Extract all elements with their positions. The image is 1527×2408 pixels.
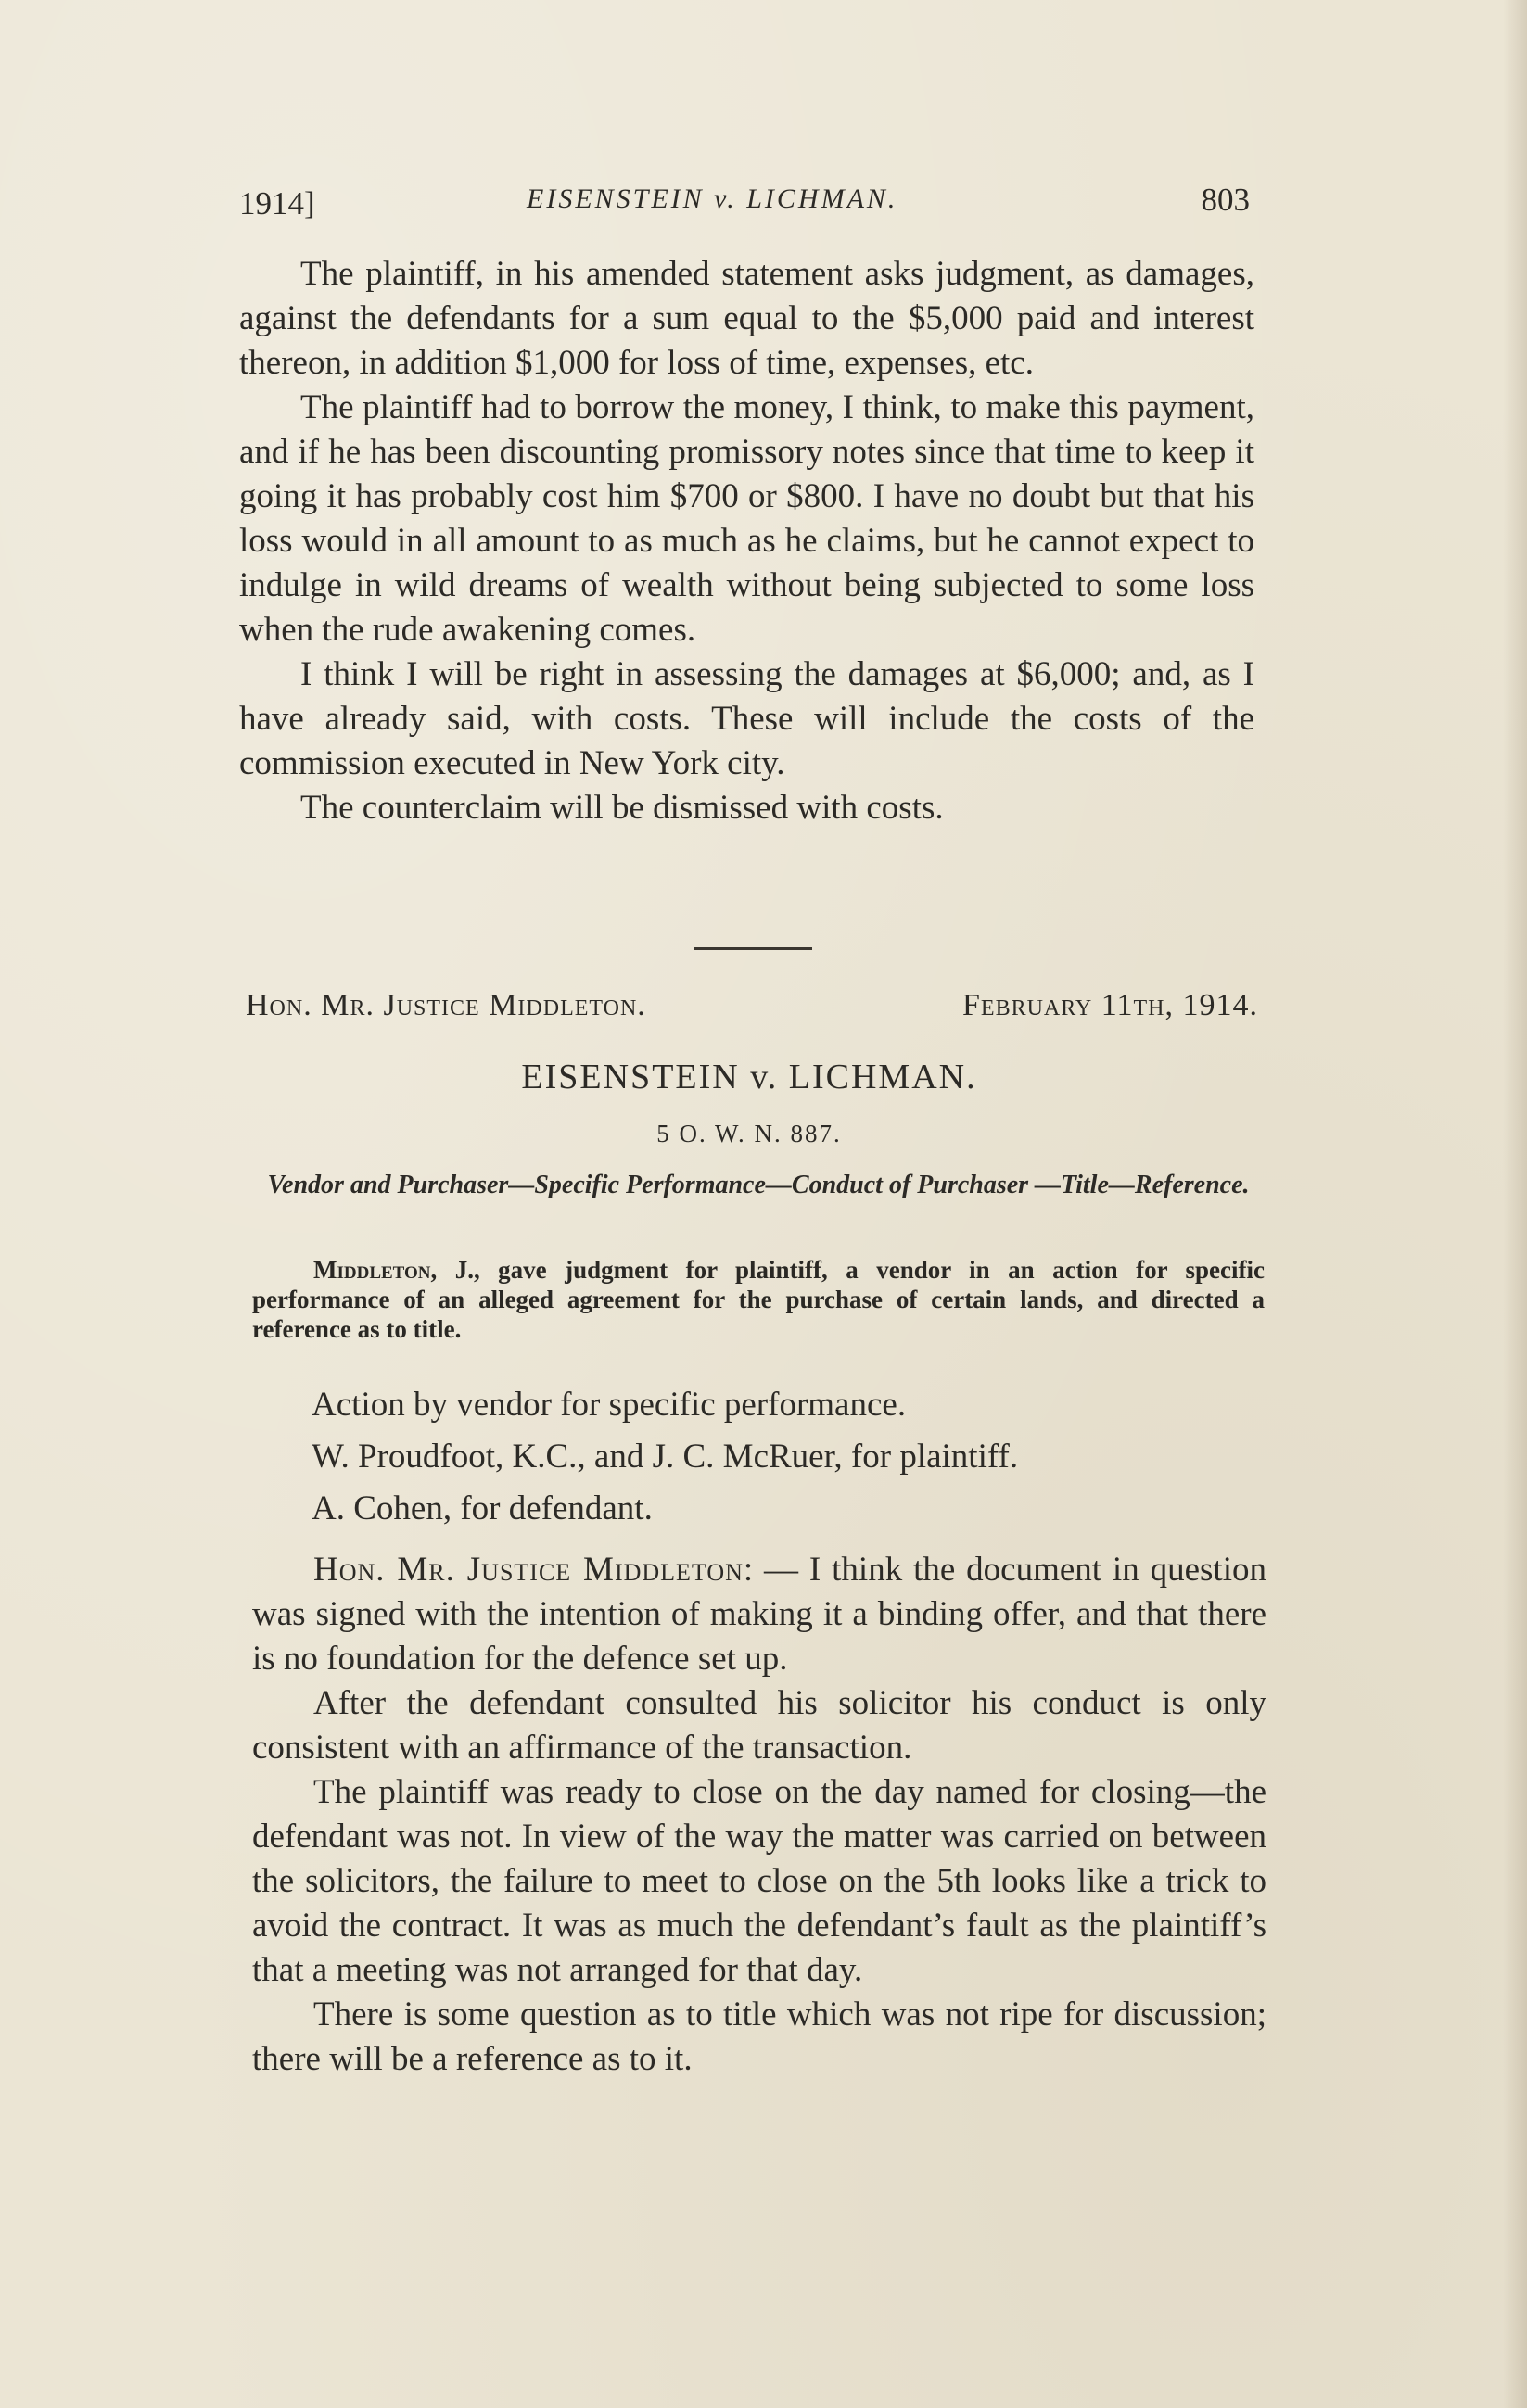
paragraph: The plaintiff had to borrow the money, I think, to make this payment, and if he has been discounting promissory notes since that time to keep it going it has probably cost him $700 or $800. I have no doubt but that his loss would in all amount to as much as he claims, but he cannot expect to indulge in wild dreams of wealth without being subjected to some loss when the rude awakening comes. bbox=[239, 388, 1254, 649]
judgment-opening-text: : — I think the document in question was signed with the intention of making it a binding offer, and that there is no foundation for the defence set up. bbox=[252, 1551, 1266, 1678]
case-introduction bbox=[312, 1379, 1257, 1535]
case-citation: 5 O. W. N. 887. bbox=[656, 1120, 842, 1147]
case-catchwords: Vendor and Purchaser—Specific Performance—Conduct of Purchaser —Title—Reference. bbox=[267, 1171, 1250, 1199]
judge-name: Hon. Mr. Justice Middleton. bbox=[246, 988, 646, 1022]
page-edge-shadow bbox=[1503, 0, 1527, 2408]
headnote bbox=[252, 1255, 1265, 1344]
paragraph: I think I will be right in assessing the damages at $6,000; and, as I have already said, with costs. These will include the costs of the commission executed in New York city. bbox=[239, 655, 1254, 782]
section-divider bbox=[694, 947, 812, 950]
judgment-date: February 11th, 1914. bbox=[962, 988, 1258, 1022]
judgment-opening-paragraph bbox=[252, 1548, 1266, 1681]
paragraph: The plaintiff was ready to close on the day named for closing—the defendant was not. In view of the way the matter was carried on between the solicitors, the failure to meet to close on the 5th looks like a trick to avoid the contract. It was as much the defendant’s fault as the plaintiff’s that a meeting was not arranged for that day. bbox=[252, 1773, 1266, 1989]
case-title: EISENSTEIN v. LICHMAN. bbox=[521, 1058, 977, 1096]
defendant-counsel-line: A. Cohen, for defendant. bbox=[312, 1489, 653, 1527]
previous-case-conclusion bbox=[239, 252, 1254, 830]
paragraph: There is some question as to title which was not ripe for discussion; there will be a reference as to it. bbox=[252, 1996, 1266, 2078]
headnote-text: , gave judgment for plaintiff, a vendor in an action for specific performance of an alleged agreement for the purchase of certain lands, and directed a reference as to title. bbox=[252, 1256, 1266, 1343]
running-header bbox=[239, 176, 1250, 232]
header-year: 1914] bbox=[239, 185, 315, 222]
judgment-judge-label: Hon. Mr. Justice Middleton bbox=[313, 1551, 744, 1589]
judgment-text bbox=[252, 1548, 1266, 2082]
paragraph: The counterclaim will be dismissed with costs. bbox=[300, 789, 944, 827]
header-running-title: EISENSTEIN v. LICHMAN. bbox=[527, 184, 898, 214]
judge-date-line bbox=[246, 988, 1258, 1034]
headnote-judge: Middleton, J. bbox=[313, 1256, 474, 1284]
paragraph: After the defendant consulted his solicitor his conduct is only consistent with an affirmance of the transaction. bbox=[252, 1684, 1266, 1767]
plaintiff-counsel-line: W. Proudfoot, K.C., and J. C. McRuer, for plaintiff. bbox=[312, 1438, 1019, 1476]
header-page-number: 803 bbox=[1201, 182, 1250, 218]
paragraph: The plaintiff, in his amended statement asks judgment, as damages, against the defendants for a sum equal to the $5,000 paid and interest thereon, in addition $1,000 for loss of time, expenses, etc. bbox=[239, 255, 1254, 382]
action-line: Action by vendor for specific performance. bbox=[312, 1386, 907, 1424]
